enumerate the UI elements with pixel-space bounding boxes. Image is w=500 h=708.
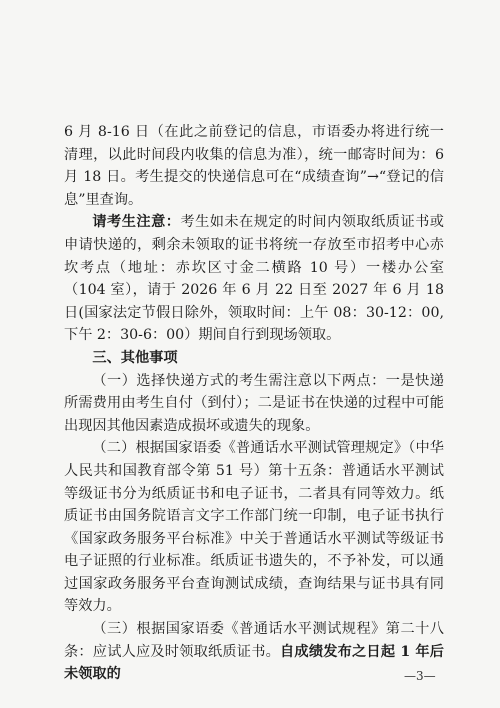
item-3-text: （三）根据国家语委《普通话水平测试规程》第二十八条：应试人应及时领取纸质证书。: [64, 621, 444, 660]
paragraph-item-1: （一）选择快递方式的考生需注意以下两点：一是快递所需费用由考生自付（到付）；二是证书在快递的过程中可能出现因其他因素造成损坏或遗失的现象。: [64, 372, 444, 434]
section-heading-other-matters: 三、其他事项: [92, 349, 178, 366]
notice-text: 考生如未在规定的时间内领取纸质证书或申请快递的，剩余未领取的证书将统一存放至市招考中心赤坎考点（地址：赤坎区寸金二横路 10 号）一楼办公室（104 室），请于 2026 年 6 月 22 日至 2027 年 6 月 18 日(国家法定节假日除外，领取时间：上午 08：30-12：00,下午 2：30-6：00）期间自行到现场领取。: [64, 214, 444, 344]
page-number: —3—: [404, 669, 436, 683]
paragraph-item-3: [64, 618, 444, 686]
paragraph-item-2: （二）根据国家语委《普通话水平测试管理规定》（中华人民共和国教育部令第 51 号）第十五条：普通话水平测试等级证书分为纸质证书和电子证书，二者具有同等效力。纸质证书由国务院语言文字工作部门统一印制，电子证书执行《国家政务服务平台标准》中关于普通话水平测试等级证书电子证照的行业标准。纸质证书遗失的，不予补发，可以通过国家政务服务平台查询测试成绩，查询结果与证书具有同等效力。: [64, 440, 444, 615]
paragraph-notice: [64, 211, 444, 347]
paragraph-mailing-time: 6 月 8-16 日（在此之前登记的信息，市语委办将进行统一清理，以此时间段内收集的信息为准），统一邮寄时间为：6 月 18 日。考生提交的快递信息可在“成绩查询”→“登记的信息”里查询。: [64, 124, 444, 208]
document-body: [64, 121, 444, 686]
item-3-emphasis: 自成绩发布之日起 1 年后未领取的: [64, 643, 444, 683]
notice-lead: 请考生注意：: [92, 214, 181, 231]
